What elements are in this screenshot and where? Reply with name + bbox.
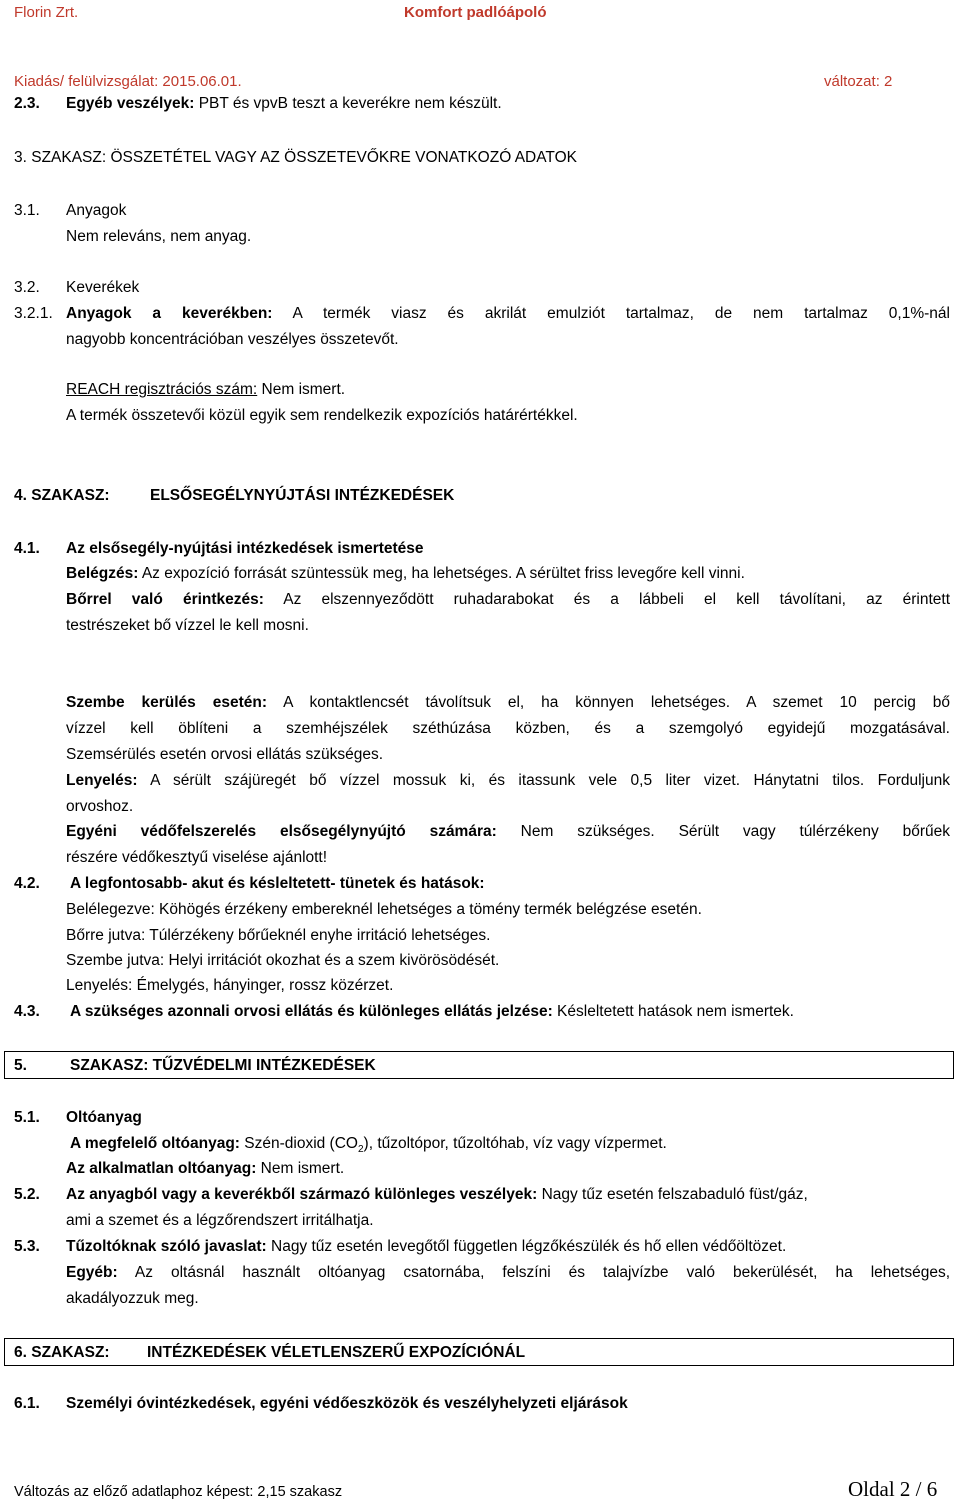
eye-contact-line [66,693,950,713]
section-3-2-1-number: 3.2.1. [14,305,53,322]
header-company: Florin Zrt. [14,4,79,21]
section-2-3-text: PBT és vpvB teszt a keverékre nem készült. [198,95,502,112]
unsuitable-media-line [66,1159,344,1179]
section-5-1-number: 5.1. [14,1109,40,1126]
reach-line [66,380,345,400]
section-3-2-1-text: A termék viasz és akrilát emulziót tartalmaz, de nem tartalmaz 0,1%-nál [292,305,950,322]
section-6-1-title: Személyi óvintézkedések, egyéni védőeszközök és veszélyhelyzeti eljárások [66,1395,628,1412]
section-3-2-1-line [66,304,950,324]
section-5-3-label: Tűzoltóknak szóló javaslat: [66,1238,267,1255]
section-5-title: SZAKASZ: TŰZVÉDELMI INTÉZKEDÉSEK [70,1057,376,1074]
suitable-media-line [70,1134,667,1160]
section-3-1-number: 3.1. [14,202,40,219]
section-4-number: 4. SZAKASZ: [14,487,110,504]
inhalation-label: Belégzés: [66,565,139,582]
section-4-3-number: 4.3. [14,1003,40,1020]
section-6-header-box [4,1338,954,1366]
section-3-2-title: Keverékek [66,279,140,296]
unsuitable-media-text: Nem ismert. [260,1160,345,1177]
ppe-first-aid-text-2: részére védőkesztyű viselése ajánlott! [66,849,328,866]
other-advice-label: Egyéb: [66,1264,118,1281]
eye-contact-label: Szembe kerülés esetén: [66,694,267,711]
section-5-3-number: 5.3. [14,1238,40,1255]
ingestion-text: A sérült szájüregét bő vízzel mossuk ki, és itassunk vele 0,5 liter vizet. Hánytatni tilos. Forduljunk [150,772,950,789]
section-4-1-title: Az elsősegély-nyújtási intézkedések ismertetése [66,540,424,557]
section-3-2-1-label: Anyagok a keverékben: [66,305,273,322]
inhalation-line [66,564,745,584]
reach-label: REACH regisztrációs szám: [66,381,258,398]
symptom-ingestion: Lenyelés: Émelygés, hányinger, rossz közérzet. [66,977,394,994]
section-5-number: 5. [14,1057,27,1074]
section-5-1-title: Oltóanyag [66,1109,142,1126]
footer-page-number: Oldal 2 / 6 [848,1477,938,1501]
header-version: változat: 2 [824,73,893,90]
ppe-first-aid-label: Egyéni védőfelszerelés elsősegélynyújtó számára: [66,823,497,840]
exposure-limits-text: A termék összetevői közül egyik sem rendelkezik expozíciós határértékkel. [66,407,578,424]
unsuitable-media-label: Az alkalmatlan oltóanyag: [66,1160,257,1177]
other-advice-line [66,1263,950,1283]
section-4-2-title: A legfontosabb- akut és késleltetett- tünetek és hatások: [70,875,485,892]
section-3-2-1-text-2: nagyobb koncentrációban veszélyes összetevőt. [66,331,399,348]
section-4-1-number: 4.1. [14,540,40,557]
header-product: Komfort padlóápoló [404,4,547,21]
section-2-3-number: 2.3. [14,95,40,112]
symptom-inhalation: Belélegezve: Köhögés érzékeny embereknél lehetséges a tömény termék belégzése esetén. [66,901,702,918]
section-4-title: ELSŐSEGÉLYNYÚJTÁSI INTÉZKEDÉSEK [150,487,455,504]
skin-contact-text-2: testrészeket bő vízzel le kell mosni. [66,617,309,634]
section-5-2-text: Nagy tűz esetén felszabaduló füst/gáz, [541,1186,808,1203]
ingestion-label: Lenyelés: [66,772,138,789]
section-3-title: 3. SZAKASZ: ÖSSZETÉTEL VAGY AZ ÖSSZETEVŐKRE VONATKOZÓ ADATOK [14,149,578,166]
section-5-header-box [4,1051,954,1079]
inhalation-text: Az expozíció forrását szüntessük meg, ha lehetséges. A sérültet friss levegőre kell vinni. [141,565,745,582]
section-6-1-number: 6.1. [14,1395,40,1412]
eye-contact-text-3: Szemsérülés esetén orvosi ellátás szükséges. [66,746,384,763]
section-3-2-number: 3.2. [14,279,40,296]
section-5-3-text: Nagy tűz esetén levegőtől független légzőkészülék és hő ellen védőöltözet. [271,1238,787,1255]
skin-contact-line [66,590,950,610]
other-advice-text: Az oltásnál használt oltóanyag csatornába, felszíni és talajvízbe való bekerülését, ha lehetséges, [134,1264,950,1281]
suitable-media-label: A megfelelő oltóanyag: [70,1135,240,1152]
section-5-2-line [66,1185,808,1205]
ingestion-line [66,771,950,791]
section-5-3-line [66,1237,786,1257]
section-5-2-number: 5.2. [14,1186,40,1203]
section-6-number: 6. SZAKASZ: [14,1344,110,1361]
reach-value: Nem ismert. [261,381,346,398]
section-2-3-line [66,94,502,114]
section-5-2-text-2: ami a szemet és a légzőrendszert irritálhatja. [66,1212,374,1229]
section-3-1-title: Anyagok [66,202,127,219]
section-4-3-text: Késleltetett hatások nem ismertek. [557,1003,794,1020]
section-5-2-label: Az anyagból vagy a keverékből származó különleges veszélyek: [66,1186,538,1203]
footer-changes: Változás az előző adatlaphoz képest: 2,15 szakasz [14,1484,343,1500]
eye-contact-text-2: vízzel kell öblíteni a szemhéjszélek széthúzása közben, és a szemgolyó egyidejű mozgatásával. [66,720,950,737]
section-2-3-label: Egyéb veszélyek: [66,95,195,112]
symptom-eyes: Szembe jutva: Helyi irritációt okozhat és a szem kivörösödését. [66,952,500,969]
eye-contact-text: A kontaktlencsét távolítsuk el, ha könnyen lehetséges. A szemet 10 percig bő [283,694,950,711]
section-6-title: INTÉZKEDÉSEK VÉLETLENSZERŰ EXPOZÍCIÓNÁL [147,1344,526,1361]
ppe-first-aid-line [66,822,950,842]
ingestion-text-2: orvoshoz. [66,798,134,815]
skin-contact-text: Az elszennyeződött ruhadarabokat és a lábbeli el kell távolítani, az érintett [283,591,951,608]
skin-contact-label: Bőrrel való érintkezés: [66,591,264,608]
header-issue-date: Kiadás/ felülvizsgálat: 2015.06.01. [14,73,242,90]
suitable-media-text-b: ), tűzoltópor, tűzoltóhab, víz vagy vízpermet. [363,1135,667,1152]
suitable-media-text-a: Szén-dioxid (CO [244,1135,358,1152]
ppe-first-aid-text: Nem szükséges. Sérült vagy túlérzékeny bőrűek [520,823,950,840]
other-advice-text-2: akadályozzuk meg. [66,1290,199,1307]
section-3-1-text: Nem releváns, nem anyag. [66,228,252,245]
section-4-3-line [70,1002,794,1022]
symptom-skin: Bőrre jutva: Túlérzékeny bőrűeknél enyhe irritáció lehetséges. [66,927,491,944]
suitable-media-subscript: 2 [357,1144,364,1156]
section-4-2-number: 4.2. [14,875,40,892]
section-4-3-label: A szükséges azonnali orvosi ellátás és különleges ellátás jelzése: [70,1003,553,1020]
